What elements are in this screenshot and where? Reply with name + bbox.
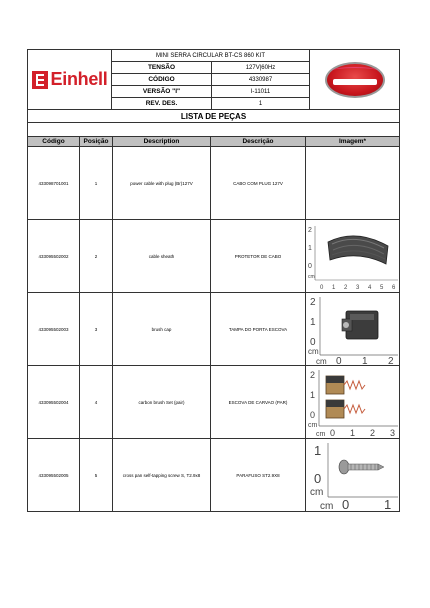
scale-x-tick: 2 [344,285,348,291]
scale-x-tick: 5 [380,285,384,291]
scale-y-tick: 2 [310,297,316,308]
field-label: TENSÃO [112,62,212,74]
parts-sheet [27,49,399,512]
einhell-logo [28,58,111,102]
scale-y-tick: 1 [310,317,316,328]
cell-descricao: PARAFUSO ST2.9X8 [211,439,306,512]
scale-y-tick: 0 [308,263,312,270]
scale-x-tick: 3 [356,285,360,291]
scale-x-tick: 2 [388,356,394,365]
header-table [27,49,400,136]
parts-table [27,136,400,512]
table-row [28,293,400,366]
cable-sheath-photo [306,220,400,292]
field-value: I-11011 [212,86,310,98]
brush-cap-photo [306,293,400,365]
scale-x-tick: 1 [362,356,368,365]
authorized-service-seal [325,62,385,98]
cell-image [306,293,400,366]
scale-y-tick: 0 [310,337,316,348]
table-row [28,147,400,220]
table-row [28,366,400,439]
cell-image-empty [306,147,400,220]
scale-y-tick: 1 [314,443,322,458]
spacer [28,123,400,137]
einhell-e-icon [32,71,48,89]
table-row [28,220,400,293]
cell-descricao: TAMPA DO PORTA ESCOVA [211,293,306,366]
scale-x-tick: 1 [332,285,336,291]
cell-posicao: 1 [80,147,113,220]
cell-posicao: 3 [80,293,113,366]
carbon-brush-photo [306,366,400,438]
cell-image [306,366,400,439]
cell-posicao: 5 [80,439,113,512]
col-header-imagem: Imagem* [306,137,400,147]
col-header-codigo: Código [28,137,80,147]
scale-unit: cm [308,347,319,356]
field-label: REV. DES. [112,98,212,110]
cell-posicao: 4 [80,366,113,439]
screw-photo [306,439,400,511]
scale-y-tick: 0 [314,471,322,486]
cell-descricao: ESCOVA DE CARVAO (PAR) [211,366,306,439]
scale-unit: cm [320,501,334,511]
scale-x-tick: 0 [342,497,350,511]
scale-x-tick: 0 [336,356,342,365]
cell-posicao: 2 [80,220,113,293]
cell-codigo: 433095502005 [28,439,80,512]
scale-unit: cm [316,431,326,438]
scale-x-tick: 0 [330,428,336,438]
scale-unit: cm [308,274,315,280]
scale-x-tick: 6 [392,285,396,291]
col-header-posicao: Posição [80,137,113,147]
scale-x-tick: 4 [368,285,372,291]
cell-description: cross pan self-tapping screw S, T2.9x8 [113,439,211,512]
field-value: 127V|60Hz [212,62,310,74]
cell-codigo: 433095502003 [28,293,80,366]
scale-y-tick: 1 [308,245,312,252]
scale-y-tick: 0 [310,410,316,420]
scale-y-tick: 1 [310,390,316,400]
cell-description: cable sheath [113,220,211,293]
scale-x-tick: 2 [370,428,376,438]
scale-unit: cm [316,357,327,365]
col-header-description: Description [113,137,211,147]
cell-description: carbon brush Set (pair) [113,366,211,439]
scale-y-tick: 2 [308,227,312,234]
cell-image [306,439,400,512]
cell-descricao: PROTETOR DE CABO [211,220,306,293]
scale-x-tick: 0 [320,285,324,291]
col-header-descricao: Descrição [211,137,306,147]
seal-cell [310,50,400,110]
section-title: LISTA DE PEÇAS [28,110,400,123]
scale-x-tick: 3 [390,428,396,438]
field-value: 4330987 [212,74,310,86]
cell-descricao: CABO COM PLUG 127V [211,147,306,220]
scale-unit: cm [310,487,324,498]
cell-codigo: 433095502004 [28,366,80,439]
table-row [28,439,400,512]
scale-x-tick: 1 [384,497,392,511]
field-value: 1 [212,98,310,110]
logo-text: Einhell [50,69,108,89]
field-label: VERSÃO "I" [112,86,212,98]
scale-y-tick: 2 [310,370,316,380]
field-label: CÓDIGO [112,74,212,86]
scale-unit: cm [308,422,318,429]
table-header-row [28,137,400,147]
cell-codigo: 433098701001 [28,147,80,220]
logo-cell [28,50,112,110]
scale-x-tick: 1 [350,428,356,438]
model-title: MINI SERRA CIRCULAR BT-CS 860 KIT [112,50,310,62]
cell-image [306,220,400,293]
cell-description: power cable with plug (Br)127V [113,147,211,220]
cell-codigo: 433095502002 [28,220,80,293]
cell-description: brush cap [113,293,211,366]
